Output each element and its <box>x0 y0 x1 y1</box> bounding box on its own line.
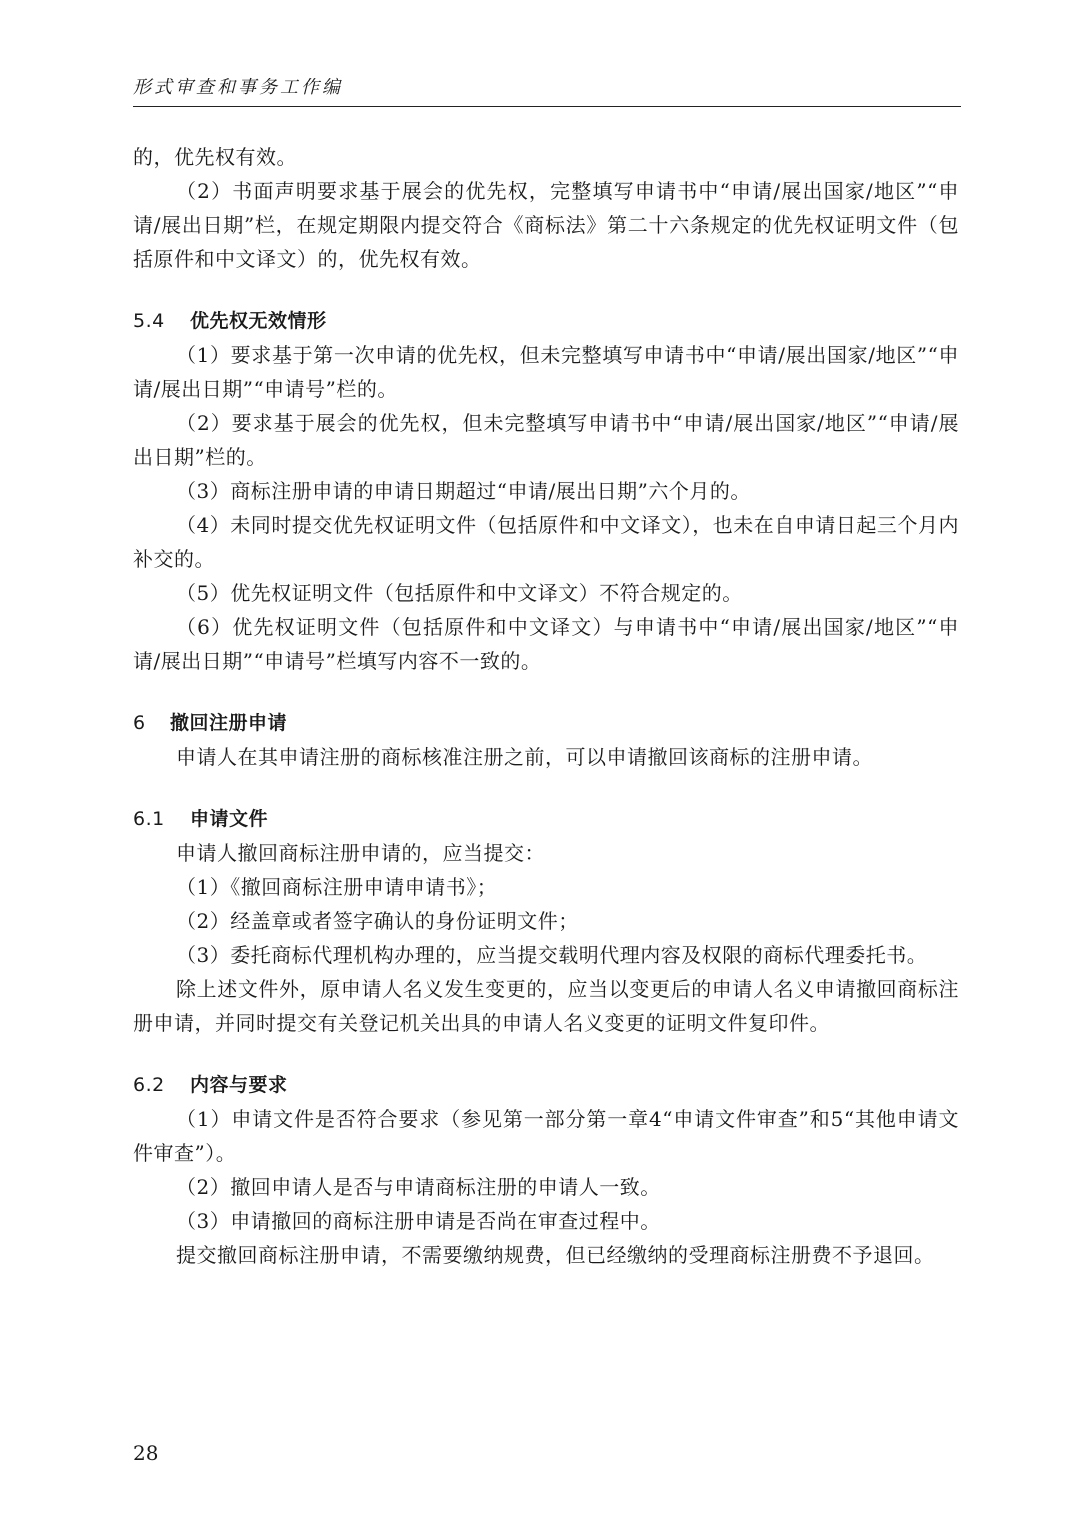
section-heading-6-2 <box>133 1068 959 1102</box>
list-item: （1）要求基于第一次申请的优先权，但未完整填写申请书中“申请/展出国家/地区”“申请/展出日期”“申请号”栏的。 <box>133 343 959 401</box>
paragraph: 的，优先权有效。 <box>133 145 297 169</box>
list-item: （2）撤回申请人是否与申请商标注册的申请人一致。 <box>176 1175 661 1199</box>
section-heading-5-4 <box>133 304 959 338</box>
running-header: 形式审查和事务工作编 <box>133 77 343 98</box>
page-body <box>133 140 959 1272</box>
section-title: 申请文件 <box>190 808 269 830</box>
list-item: （3）商标注册申请的申请日期超过“申请/展出日期”六个月的。 <box>176 479 751 503</box>
section-title: 内容与要求 <box>190 1074 288 1096</box>
paragraph: 申请人撤回商标注册申请的，应当提交： <box>176 841 545 865</box>
section-title: 优先权无效情形 <box>190 310 327 332</box>
list-item: （2）经盖章或者签字确认的身份证明文件； <box>176 909 579 933</box>
section-heading-6 <box>133 706 959 740</box>
page-number: 28 <box>133 1441 159 1465</box>
list-item: （3）委托商标代理机构办理的，应当提交载明代理内容及权限的商标代理委托书。 <box>176 943 928 967</box>
section-number: 6.2 <box>133 1074 165 1096</box>
list-item: （2）要求基于展会的优先权，但未完整填写申请书中“申请/展出国家/地区”“申请/展出日期”栏的。 <box>133 411 959 469</box>
list-item: （3）申请撤回的商标注册申请是否尚在审查过程中。 <box>176 1209 661 1233</box>
list-item: （4）未同时提交优先权证明文件（包括原件和中文译文），也未在自申请日起三个月内补交的。 <box>133 513 959 571</box>
section-number: 6 <box>133 712 146 734</box>
paragraph: 申请人在其申请注册的商标核准注册之前，可以申请撤回该商标的注册申请。 <box>176 745 873 769</box>
paragraph: （2）书面声明要求基于展会的优先权，完整填写申请书中“申请/展出国家/地区”“申请/展出日期”栏，在规定期限内提交符合《商标法》第二十六条规定的优先权证明文件（包括原件和中文译文）的，优先权有效。 <box>133 179 959 271</box>
list-item: （6）优先权证明文件（包括原件和中文译文）与申请书中“申请/展出国家/地区”“申请/展出日期”“申请号”栏填写内容不一致的。 <box>133 615 959 673</box>
section-number: 5.4 <box>133 310 165 332</box>
paragraph: 提交撤回商标注册申请，不需要缴纳规费，但已经缴纳的受理商标注册费不予退回。 <box>176 1243 935 1267</box>
list-item: （1）申请文件是否符合要求（参见第一部分第一章4“申请文件审查”和5“其他申请文件审查”）。 <box>133 1107 959 1165</box>
list-item: （5）优先权证明文件（包括原件和中文译文）不符合规定的。 <box>176 581 743 605</box>
section-title: 撤回注册申请 <box>170 712 288 734</box>
list-item: （1）《撤回商标注册申请申请书》； <box>176 875 498 899</box>
header-divider <box>133 106 961 107</box>
section-heading-6-1 <box>133 802 959 836</box>
section-number: 6.1 <box>133 808 165 830</box>
paragraph: 除上述文件外，原申请人名义发生变更的，应当以变更后的申请人名义申请撤回商标注册申请，并同时提交有关登记机关出具的申请人名义变更的证明文件复印件。 <box>133 977 959 1035</box>
